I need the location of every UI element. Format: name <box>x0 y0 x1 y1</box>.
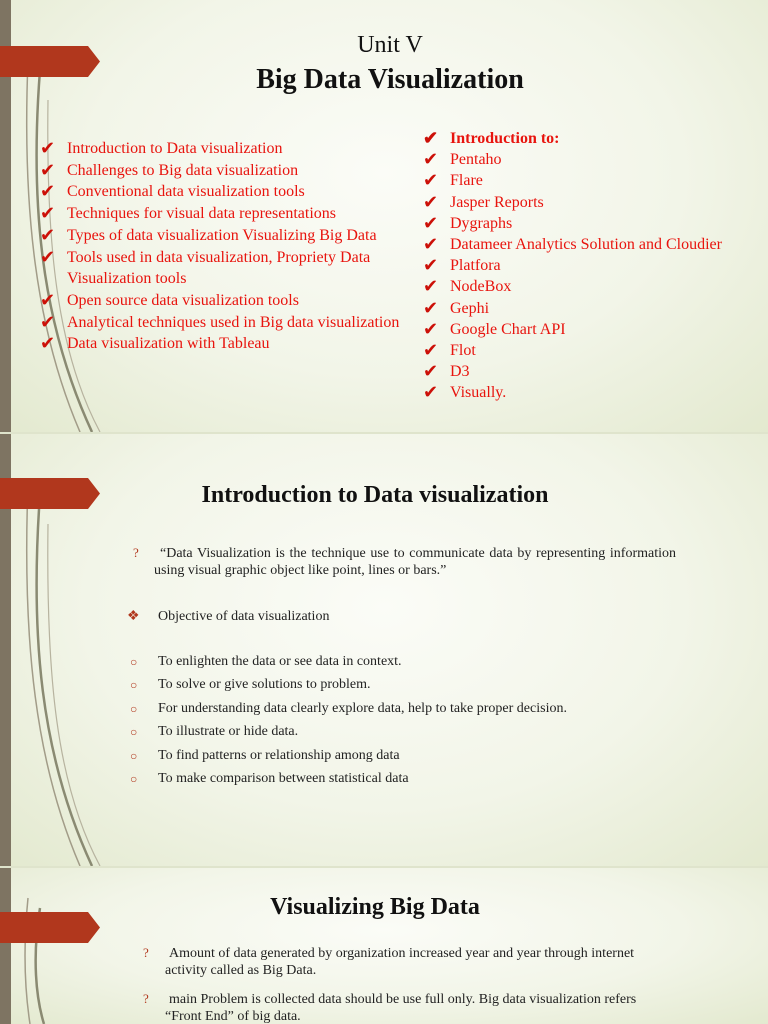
hollow-circle-bullet-icon: ○ <box>130 748 138 763</box>
check-mark-icon: ✔ <box>423 255 439 276</box>
slide-title: Visualizing Big Data <box>270 894 480 920</box>
list-item: ✔ Gephi <box>423 297 490 318</box>
check-mark-icon: ✔ <box>40 159 56 180</box>
check-mark-icon: ✔ <box>423 170 439 191</box>
check-mark-icon: ✔ <box>423 297 439 318</box>
question-mark-icon: ? <box>143 945 149 960</box>
hollow-circle-bullet-icon: ○ <box>130 678 138 693</box>
list-heading: ✔ Introduction to: <box>423 128 560 148</box>
definition-quote: “Data Visualization is the technique use to communicate data by representing information using visual graphic object like point, lines or bars.” <box>154 546 676 578</box>
list-item: ✔ Conventional data visualization tools <box>40 181 305 202</box>
tools-list <box>423 128 768 404</box>
check-mark-icon: ✔ <box>423 128 439 148</box>
list-item: ✔ Challenges to Big data visualization <box>40 159 299 180</box>
check-mark-icon: ✔ <box>423 212 439 233</box>
list-item: ✔ Flot <box>423 340 476 361</box>
list-item: ○ To make comparison between statistical data <box>130 770 409 786</box>
check-mark-icon: ✔ <box>423 149 439 170</box>
list-item: ✔ Analytical techniques used in Big data visualization <box>40 311 400 332</box>
list-item: ✔ Tools used in data visualization, Propriety Data Visualization tools <box>40 246 371 288</box>
check-mark-icon: ✔ <box>40 224 56 245</box>
check-mark-icon: ✔ <box>423 276 439 297</box>
list-item: ✔ Open source data visualization tools <box>40 289 299 310</box>
list-item: ✔ Techniques for visual data representations <box>40 203 337 224</box>
check-mark-icon: ✔ <box>40 203 56 224</box>
hollow-circle-bullet-icon: ○ <box>130 701 138 716</box>
slide-title: Big Data Visualization <box>256 64 524 95</box>
objectives-list <box>130 654 690 794</box>
check-mark-icon: ✔ <box>423 234 439 255</box>
check-mark-icon: ✔ <box>40 181 56 202</box>
hollow-circle-bullet-icon: ○ <box>130 655 138 669</box>
list-item: ○ To enlighten the data or see data in context. <box>130 654 402 669</box>
slide-2 <box>0 434 768 866</box>
check-mark-icon: ✔ <box>40 311 56 332</box>
decorative-curves <box>0 868 110 1024</box>
objective-heading: Objective of data visualization <box>158 609 330 624</box>
list-item: ✔ Google Chart API <box>423 318 566 339</box>
hollow-circle-bullet-icon: ○ <box>130 771 138 786</box>
check-mark-icon: ✔ <box>423 191 439 212</box>
slide-3 <box>0 868 768 1024</box>
list-item: ✔ Data visualization with Tableau <box>40 333 270 354</box>
list-item: ✔ Visually. <box>423 382 507 403</box>
list-item: ✔ Flare <box>423 170 483 191</box>
check-mark-icon: ✔ <box>423 382 439 403</box>
check-mark-icon: ✔ <box>423 318 439 339</box>
paragraph-2: main Problem is collected data should be use full only. Big data visualization refers “Front End” of big data. <box>165 992 637 1024</box>
list-item: ✔ Dygraphs <box>423 212 513 233</box>
list-item: ✔ Types of data visualization Visualizing Big Data <box>40 224 377 245</box>
list-item: ✔ NodeBox <box>423 276 512 297</box>
left-sidebar-bar <box>0 868 11 1024</box>
check-mark-icon: ✔ <box>40 138 56 158</box>
list-item: ○ To illustrate or hide data. <box>130 724 299 740</box>
slide-title: Introduction to Data visualization <box>201 482 549 508</box>
question-mark-icon: ? <box>133 545 139 560</box>
list-item: ○ For understanding data clearly explore data, help to take proper decision. <box>130 700 567 716</box>
slide-1 <box>0 0 768 432</box>
list-item: ○ To find patterns or relationship among data <box>130 747 400 763</box>
list-item: ✔ Introduction to Data visualization <box>40 138 283 158</box>
check-mark-icon: ✔ <box>40 333 56 354</box>
topics-list <box>40 138 426 355</box>
list-item: ✔ Datameer Analytics Solution and Cloudier <box>423 234 722 255</box>
list-item: ✔ D3 <box>423 361 470 382</box>
check-mark-icon: ✔ <box>423 361 439 382</box>
list-item: ✔ Jasper Reports <box>423 191 544 212</box>
check-mark-icon: ✔ <box>40 289 56 310</box>
check-mark-icon: ✔ <box>40 246 56 267</box>
question-mark-icon: ? <box>143 991 149 1006</box>
check-mark-icon: ✔ <box>423 340 439 361</box>
paragraph-1: Amount of data generated by organization increased year and year through internet activity called as Big Data. <box>165 946 635 978</box>
diamond-bullet-icon: ❖ <box>127 609 140 624</box>
hollow-circle-bullet-icon: ○ <box>130 725 138 740</box>
unit-label: Unit V <box>357 32 423 58</box>
list-item: ✔ Platfora <box>423 255 501 276</box>
list-item: ✔ Pentaho <box>423 149 502 170</box>
list-item: ○ To solve or give solutions to problem. <box>130 677 371 693</box>
